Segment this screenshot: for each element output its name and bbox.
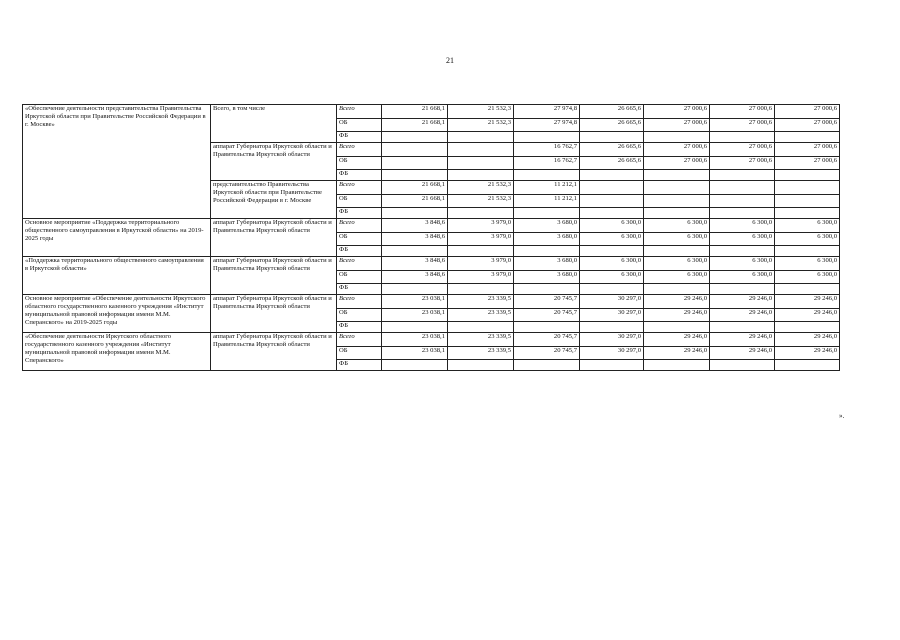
amount-cell: 29 246,0 xyxy=(644,347,710,360)
funding-source-cell: Всего xyxy=(337,143,382,157)
amount-cell: 6 300,0 xyxy=(580,233,644,246)
amount-cell: 26 665,6 xyxy=(580,105,644,119)
funding-source-cell: ФБ xyxy=(337,246,382,257)
activity-description: «Обеспечение деятельности представительства Правительства Иркутской области при Правительстве Российской Федерации в г. Москве» xyxy=(23,105,211,219)
amount-cell xyxy=(382,143,448,157)
amount-cell xyxy=(775,195,840,208)
amount-cell xyxy=(382,170,448,181)
amount-cell: 27 000,6 xyxy=(775,119,840,132)
amount-cell xyxy=(448,170,514,181)
executor-cell: представительство Правительства Иркутской области при Правительстве Российской Федерации в г. Москве xyxy=(211,181,337,219)
amount-cell xyxy=(775,170,840,181)
activity-description: «Поддержка территориального общественного самоуправления в Иркутской области» xyxy=(23,257,211,295)
amount-cell xyxy=(514,170,580,181)
amount-cell: 30 297,0 xyxy=(580,333,644,347)
amount-cell: 27 000,6 xyxy=(710,157,775,170)
amount-cell xyxy=(580,170,644,181)
end-mark: ». xyxy=(839,412,845,420)
amount-cell: 6 300,0 xyxy=(580,219,644,233)
amount-cell: 29 246,0 xyxy=(644,309,710,322)
amount-cell: 21 668,1 xyxy=(382,119,448,132)
amount-cell xyxy=(580,360,644,371)
amount-cell xyxy=(775,181,840,195)
amount-cell: 27 000,6 xyxy=(775,143,840,157)
amount-cell xyxy=(382,284,448,295)
executor-cell: аппарат Губернатора Иркутской области и Правительства Иркутской области xyxy=(211,333,337,371)
amount-cell: 29 246,0 xyxy=(710,347,775,360)
amount-cell: 20 745,7 xyxy=(514,347,580,360)
amount-cell xyxy=(710,181,775,195)
amount-cell xyxy=(382,246,448,257)
amount-cell: 27 000,6 xyxy=(644,143,710,157)
amount-cell: 3 680,0 xyxy=(514,233,580,246)
amount-cell xyxy=(382,322,448,333)
amount-cell: 23 038,1 xyxy=(382,347,448,360)
activity-description: «Обеспечение деятельности Иркутского областного государственного казенного учреждения «Институт муниципальной правовой информации имени М.М. Сперанского» xyxy=(23,333,211,371)
budget-table-body xyxy=(23,105,840,371)
amount-cell xyxy=(448,322,514,333)
amount-cell: 20 745,7 xyxy=(514,309,580,322)
amount-cell: 3 848,6 xyxy=(382,257,448,271)
amount-cell xyxy=(514,246,580,257)
amount-cell xyxy=(382,208,448,219)
executor-cell: аппарат Губернатора Иркутской области и Правительства Иркутской области xyxy=(211,143,337,181)
amount-cell: 30 297,0 xyxy=(580,295,644,309)
amount-cell: 23 339,5 xyxy=(448,295,514,309)
amount-cell xyxy=(775,246,840,257)
amount-cell: 27 000,6 xyxy=(644,105,710,119)
amount-cell: 27 000,6 xyxy=(644,119,710,132)
amount-cell: 30 297,0 xyxy=(580,347,644,360)
amount-cell: 6 300,0 xyxy=(580,257,644,271)
amount-cell: 23 038,1 xyxy=(382,295,448,309)
funding-source-cell: ФБ xyxy=(337,322,382,333)
amount-cell: 23 339,5 xyxy=(448,347,514,360)
amount-cell xyxy=(580,132,644,143)
amount-cell: 6 300,0 xyxy=(775,257,840,271)
amount-cell xyxy=(448,246,514,257)
amount-cell xyxy=(580,208,644,219)
amount-cell: 11 212,1 xyxy=(514,195,580,208)
amount-cell xyxy=(382,157,448,170)
amount-cell xyxy=(580,284,644,295)
amount-cell xyxy=(644,181,710,195)
amount-cell: 20 745,7 xyxy=(514,333,580,347)
amount-cell: 27 974,8 xyxy=(514,105,580,119)
amount-cell: 3 848,6 xyxy=(382,219,448,233)
amount-cell: 6 300,0 xyxy=(710,233,775,246)
executor-cell: аппарат Губернатора Иркутской области и Правительства Иркутской области xyxy=(211,257,337,295)
amount-cell xyxy=(710,208,775,219)
amount-cell xyxy=(644,170,710,181)
executor-cell: аппарат Губернатора Иркутской области и Правительства Иркутской области xyxy=(211,295,337,333)
funding-source-cell: Всего xyxy=(337,105,382,119)
funding-source-cell: Всего xyxy=(337,219,382,233)
amount-cell: 29 246,0 xyxy=(710,333,775,347)
table-row xyxy=(23,257,840,271)
funding-source-cell: ФБ xyxy=(337,208,382,219)
amount-cell: 21 668,1 xyxy=(382,105,448,119)
funding-source-cell: ОБ xyxy=(337,119,382,132)
amount-cell xyxy=(775,132,840,143)
amount-cell: 3 680,0 xyxy=(514,257,580,271)
amount-cell: 6 300,0 xyxy=(580,271,644,284)
amount-cell: 29 246,0 xyxy=(710,309,775,322)
funding-source-cell: Всего xyxy=(337,257,382,271)
amount-cell xyxy=(710,195,775,208)
activity-description: Основное мероприятие «Обеспечение деятельности Иркутского областного государственного казенного учреждения «Институт муниципальной правовой информации имени М.М. Сперанского» на 2019-2025 годы xyxy=(23,295,211,333)
amount-cell xyxy=(580,322,644,333)
amount-cell: 29 246,0 xyxy=(710,295,775,309)
amount-cell: 29 246,0 xyxy=(644,333,710,347)
amount-cell xyxy=(644,360,710,371)
amount-cell xyxy=(448,208,514,219)
table-row xyxy=(23,105,840,119)
funding-source-cell: ОБ xyxy=(337,347,382,360)
funding-source-cell: ОБ xyxy=(337,233,382,246)
amount-cell: 27 000,6 xyxy=(644,157,710,170)
amount-cell: 6 300,0 xyxy=(644,257,710,271)
amount-cell: 11 212,1 xyxy=(514,181,580,195)
amount-cell xyxy=(382,360,448,371)
amount-cell: 27 000,6 xyxy=(775,157,840,170)
amount-cell xyxy=(710,132,775,143)
amount-cell: 3 848,6 xyxy=(382,271,448,284)
amount-cell xyxy=(644,246,710,257)
amount-cell: 27 974,8 xyxy=(514,119,580,132)
amount-cell xyxy=(448,360,514,371)
amount-cell: 6 300,0 xyxy=(644,233,710,246)
amount-cell: 6 300,0 xyxy=(775,219,840,233)
amount-cell: 23 339,5 xyxy=(448,309,514,322)
amount-cell: 27 000,6 xyxy=(710,143,775,157)
page-number: 21 xyxy=(446,56,454,65)
funding-source-cell: Всего xyxy=(337,333,382,347)
amount-cell xyxy=(514,322,580,333)
amount-cell: 6 300,0 xyxy=(644,219,710,233)
amount-cell: 21 532,3 xyxy=(448,119,514,132)
executor-cell: Всего, в том числе xyxy=(211,105,337,143)
funding-source-cell: Всего xyxy=(337,181,382,195)
funding-source-cell: ОБ xyxy=(337,271,382,284)
amount-cell: 21 532,3 xyxy=(448,195,514,208)
amount-cell: 20 745,7 xyxy=(514,295,580,309)
amount-cell: 6 300,0 xyxy=(775,271,840,284)
amount-cell: 3 979,0 xyxy=(448,257,514,271)
amount-cell xyxy=(775,360,840,371)
funding-source-cell: Всего xyxy=(337,295,382,309)
amount-cell xyxy=(644,195,710,208)
amount-cell: 16 762,7 xyxy=(514,157,580,170)
amount-cell xyxy=(775,284,840,295)
amount-cell xyxy=(514,360,580,371)
amount-cell xyxy=(775,208,840,219)
amount-cell: 23 038,1 xyxy=(382,309,448,322)
funding-source-cell: ОБ xyxy=(337,195,382,208)
amount-cell: 26 665,6 xyxy=(580,119,644,132)
amount-cell xyxy=(448,132,514,143)
amount-cell: 3 979,0 xyxy=(448,271,514,284)
amount-cell xyxy=(382,132,448,143)
executor-cell: аппарат Губернатора Иркутской области и Правительства Иркутской области xyxy=(211,219,337,257)
amount-cell: 3 979,0 xyxy=(448,233,514,246)
activity-description: Основное мероприятие «Поддержка территориального общественного самоуправления в Иркутской области» на 2019-2025 годы xyxy=(23,219,211,257)
amount-cell: 21 668,1 xyxy=(382,195,448,208)
funding-source-cell: ФБ xyxy=(337,132,382,143)
amount-cell xyxy=(514,132,580,143)
amount-cell: 3 848,6 xyxy=(382,233,448,246)
amount-cell xyxy=(710,170,775,181)
amount-cell: 29 246,0 xyxy=(775,333,840,347)
funding-source-cell: ОБ xyxy=(337,309,382,322)
amount-cell xyxy=(644,208,710,219)
amount-cell xyxy=(710,360,775,371)
amount-cell: 23 339,5 xyxy=(448,333,514,347)
amount-cell xyxy=(775,322,840,333)
amount-cell: 29 246,0 xyxy=(644,295,710,309)
amount-cell xyxy=(514,284,580,295)
amount-cell xyxy=(710,322,775,333)
funding-source-cell: ФБ xyxy=(337,284,382,295)
amount-cell: 29 246,0 xyxy=(775,347,840,360)
table-row xyxy=(23,333,840,347)
amount-cell: 26 665,6 xyxy=(580,143,644,157)
budget-table xyxy=(22,104,840,371)
amount-cell: 3 680,0 xyxy=(514,271,580,284)
amount-cell: 16 762,7 xyxy=(514,143,580,157)
amount-cell: 26 665,6 xyxy=(580,157,644,170)
amount-cell: 21 532,3 xyxy=(448,105,514,119)
amount-cell xyxy=(644,322,710,333)
amount-cell: 21 532,3 xyxy=(448,181,514,195)
amount-cell: 21 668,1 xyxy=(382,181,448,195)
amount-cell xyxy=(448,157,514,170)
amount-cell: 3 979,0 xyxy=(448,219,514,233)
amount-cell: 27 000,6 xyxy=(775,105,840,119)
amount-cell xyxy=(710,284,775,295)
amount-cell: 6 300,0 xyxy=(775,233,840,246)
funding-source-cell: ФБ xyxy=(337,360,382,371)
amount-cell xyxy=(580,246,644,257)
amount-cell xyxy=(644,132,710,143)
amount-cell xyxy=(514,208,580,219)
amount-cell: 6 300,0 xyxy=(710,257,775,271)
amount-cell: 6 300,0 xyxy=(644,271,710,284)
amount-cell: 6 300,0 xyxy=(710,271,775,284)
amount-cell: 29 246,0 xyxy=(775,309,840,322)
amount-cell: 3 680,0 xyxy=(514,219,580,233)
table-row xyxy=(23,219,840,233)
amount-cell: 27 000,6 xyxy=(710,105,775,119)
amount-cell xyxy=(580,195,644,208)
amount-cell xyxy=(580,181,644,195)
amount-cell: 30 297,0 xyxy=(580,309,644,322)
amount-cell xyxy=(448,143,514,157)
amount-cell: 23 038,1 xyxy=(382,333,448,347)
amount-cell xyxy=(644,284,710,295)
funding-source-cell: ФБ xyxy=(337,170,382,181)
amount-cell xyxy=(448,284,514,295)
amount-cell: 29 246,0 xyxy=(775,295,840,309)
table-row xyxy=(23,295,840,309)
amount-cell xyxy=(710,246,775,257)
amount-cell: 6 300,0 xyxy=(710,219,775,233)
funding-source-cell: ОБ xyxy=(337,157,382,170)
amount-cell: 27 000,6 xyxy=(710,119,775,132)
